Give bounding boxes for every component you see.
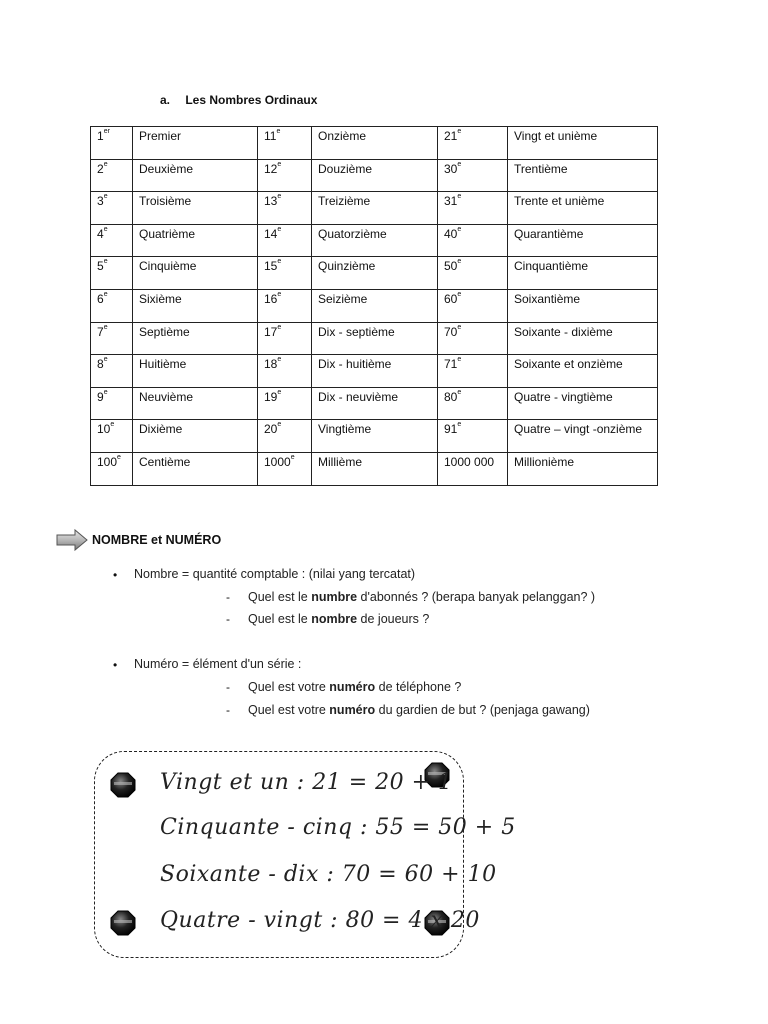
example-text: Quel est le xyxy=(248,612,312,626)
ordinal-number-cell xyxy=(438,224,508,257)
ordinal-word-cell: Centième xyxy=(133,452,258,485)
ordinal-number-cell xyxy=(258,289,312,322)
ordinal-suffix: e xyxy=(277,225,282,233)
ordinal-number-cell xyxy=(91,387,133,420)
ordinal-number: 20 xyxy=(264,422,278,437)
ordinal-number-cell xyxy=(438,289,508,322)
ordinal-suffix: er xyxy=(103,128,110,135)
ordinal-suffix: e xyxy=(277,290,282,298)
numero-example-1 xyxy=(248,680,461,694)
ordinal-suffix: e xyxy=(290,453,295,461)
dash-numero-ex1: - xyxy=(226,680,230,694)
ordinal-number-cell xyxy=(91,127,133,160)
ordinal-number-cell xyxy=(438,355,508,388)
example-line-3: Soixante - dix : 70 = 60 + 10 xyxy=(160,862,497,887)
ordinal-word-cell: Millième xyxy=(312,452,438,485)
dash-nombre-ex1: - xyxy=(226,590,230,604)
ordinal-word-cell: Onzième xyxy=(312,127,438,160)
ordinal-word-cell: Troisième xyxy=(133,192,258,225)
ordinal-word-cell: Cinquième xyxy=(133,257,258,290)
ordinal-number-cell xyxy=(91,159,133,192)
ordinal-word-cell: Soixante - dixième xyxy=(508,322,658,355)
example-text: Quel est votre xyxy=(248,703,330,717)
ordinal-suffix: e xyxy=(457,225,462,233)
ordinal-word-cell: Sixième xyxy=(133,289,258,322)
heading-title: Les Nombres Ordinaux xyxy=(185,93,318,107)
ordinal-number-cell xyxy=(258,355,312,388)
ordinal-number: 50 xyxy=(444,259,458,274)
table-row xyxy=(91,192,658,225)
ordinal-word-cell: Deuxième xyxy=(133,159,258,192)
example-keyword: numbre xyxy=(311,590,358,604)
ordinal-number: 70 xyxy=(444,324,458,339)
ordinal-number: 100 xyxy=(97,454,118,469)
ordinal-number-cell xyxy=(438,452,508,485)
ordinal-number: 16 xyxy=(264,291,278,306)
black-pushpin-icon xyxy=(110,772,136,798)
ordinal-suffix: e xyxy=(103,356,108,364)
ordinal-word-cell: Quinzième xyxy=(312,257,438,290)
ordinal-number-cell xyxy=(258,452,312,485)
ordinal-word-cell: Dix - septième xyxy=(312,322,438,355)
ordinal-number: 2 xyxy=(97,161,104,176)
section-title: NOMBRE et NUMÉRO xyxy=(92,533,222,547)
ordinal-word-cell: Millionième xyxy=(508,452,658,485)
dash-nombre-ex2: - xyxy=(226,612,230,626)
ordinal-word-cell: Quatre - vingtième xyxy=(508,387,658,420)
ordinal-suffix: e xyxy=(457,388,462,396)
ordinal-number: 1000 xyxy=(264,454,291,469)
ordinal-word-cell: Dixième xyxy=(133,420,258,453)
ordinal-number-cell xyxy=(91,224,133,257)
ordinal-number: 17 xyxy=(264,324,278,339)
ordinal-word-cell: Cinquantième xyxy=(508,257,658,290)
ordinal-number-cell xyxy=(258,387,312,420)
ordinal-number-cell xyxy=(91,322,133,355)
example-line-4: Quatre - vingt : 80 = 4 x 20 xyxy=(160,908,480,933)
ordinal-number: 4 xyxy=(97,226,104,241)
ordinal-suffix: e xyxy=(277,421,282,429)
ordinal-suffix: e xyxy=(103,323,108,331)
ordinal-word-cell: Neuvième xyxy=(133,387,258,420)
example-line-2: Cinquante - cinq : 55 = 50 + 5 xyxy=(160,815,516,840)
table-row xyxy=(91,127,658,160)
black-pushpin-icon xyxy=(110,910,136,936)
nombre-example-2 xyxy=(248,612,429,626)
ordinal-number: 80 xyxy=(444,389,458,404)
table-row xyxy=(91,355,658,388)
ordinal-number: 10 xyxy=(97,422,111,437)
nombre-numero-section-header xyxy=(56,528,221,552)
example-keyword: numéro xyxy=(329,703,376,717)
ordinal-number: 14 xyxy=(264,226,278,241)
example-text: Quel est le xyxy=(248,590,312,604)
ordinal-suffix: e xyxy=(277,160,282,168)
nombre-example-1 xyxy=(248,590,595,604)
table-row xyxy=(91,257,658,290)
ordinal-number: 15 xyxy=(264,259,278,274)
ordinal-word-cell: Dix - neuvième xyxy=(312,387,438,420)
ordinal-suffix: e xyxy=(277,193,282,201)
example-text: du gardien de but ? (penjaga gawang) xyxy=(375,703,590,717)
ordinal-word-cell: Quatorzième xyxy=(312,224,438,257)
table-row xyxy=(91,452,658,485)
ordinal-suffix: e xyxy=(103,193,108,201)
ordinal-numbers-table xyxy=(90,126,658,486)
ordinal-suffix: e xyxy=(110,421,115,429)
ordinal-word-cell: Vingt et unième xyxy=(508,127,658,160)
ordinal-number-cell xyxy=(438,420,508,453)
ordinal-suffix: e xyxy=(277,388,282,396)
ordinal-number-cell xyxy=(438,159,508,192)
ordinal-word-cell: Seizième xyxy=(312,289,438,322)
ordinal-word-cell: Dix - huitième xyxy=(312,355,438,388)
ordinal-suffix: e xyxy=(457,421,462,429)
ordinal-word-cell: Quatrième xyxy=(133,224,258,257)
ordinal-suffix: e xyxy=(277,323,282,331)
ordinal-number-cell xyxy=(91,452,133,485)
ordinal-number: 13 xyxy=(264,194,278,209)
ordinal-number-cell xyxy=(258,257,312,290)
ordinal-word-cell: Quatre – vingt -onzième xyxy=(508,420,658,453)
ordinal-number-cell xyxy=(91,257,133,290)
ordinal-word-cell: Premier xyxy=(133,127,258,160)
example-text: de joueurs ? xyxy=(357,612,430,626)
example-keyword: numéro xyxy=(329,680,376,694)
numero-example-2 xyxy=(248,703,590,717)
table-row xyxy=(91,159,658,192)
ordinal-number-cell xyxy=(258,127,312,160)
table-row xyxy=(91,420,658,453)
ordinal-number: 12 xyxy=(264,161,278,176)
ordinal-suffix: e xyxy=(103,290,108,298)
table-row xyxy=(91,289,658,322)
ordinal-suffix: e xyxy=(276,128,281,135)
nombre-definition: Nombre = quantité comptable : (nilai yang tercatat) xyxy=(134,567,416,581)
ordinal-number-cell xyxy=(438,322,508,355)
example-line-1: Vingt et un : 21 = 20 + 1 xyxy=(160,770,453,795)
example-text: de téléphone ? xyxy=(375,680,462,694)
ordinal-number-cell xyxy=(438,257,508,290)
ordinal-word-cell: Vingtième xyxy=(312,420,438,453)
ordinal-number: 18 xyxy=(264,357,278,372)
ordinal-suffix: e xyxy=(457,323,462,331)
ordinal-number: 30 xyxy=(444,161,458,176)
dash-numero-ex2: - xyxy=(226,703,230,717)
ordinal-number: 19 xyxy=(264,389,278,404)
ordinal-number: 31 xyxy=(444,194,458,209)
section-heading xyxy=(160,93,317,107)
ordinal-number: 21 xyxy=(444,129,458,143)
ordinal-number-cell xyxy=(258,224,312,257)
ordinal-number: 8 xyxy=(97,357,104,372)
ordinal-number-cell xyxy=(258,420,312,453)
ordinal-number: 40 xyxy=(444,226,458,241)
ordinal-number: 11 xyxy=(264,129,277,143)
arrow-right-icon xyxy=(56,528,88,552)
example-text: d'abonnés ? (berapa banyak pelanggan? ) xyxy=(357,590,596,604)
ordinal-number-cell xyxy=(438,387,508,420)
ordinal-number-cell xyxy=(91,289,133,322)
example-keyword: nombre xyxy=(311,612,358,626)
ordinal-suffix: e xyxy=(277,258,282,266)
ordinal-suffix: e xyxy=(457,193,462,201)
ordinal-suffix: e xyxy=(277,356,282,364)
ordinal-suffix: e xyxy=(457,356,462,364)
ordinal-number-cell xyxy=(438,192,508,225)
ordinal-word-cell: Soixante et onzième xyxy=(508,355,658,388)
ordinal-number-cell xyxy=(258,159,312,192)
ordinal-number: 5 xyxy=(97,259,104,274)
ordinal-suffix: e xyxy=(457,290,462,298)
ordinal-suffix: e xyxy=(103,388,108,396)
ordinal-number: 6 xyxy=(97,291,104,306)
ordinal-word-cell: Soixantième xyxy=(508,289,658,322)
ordinal-suffix: e xyxy=(117,453,121,461)
heading-marker: a. xyxy=(160,93,171,107)
ordinal-suffix: e xyxy=(103,160,108,168)
ordinal-number: 60 xyxy=(444,291,458,306)
ordinal-number-cell xyxy=(438,127,508,160)
table-row xyxy=(91,387,658,420)
ordinal-suffix: e xyxy=(103,225,108,233)
bullet-numero: • xyxy=(113,658,118,672)
ordinal-suffix: e xyxy=(457,160,462,168)
ordinal-word-cell: Douzième xyxy=(312,159,438,192)
ordinal-word-cell: Quarantième xyxy=(508,224,658,257)
table-row xyxy=(91,224,658,257)
ordinal-number: 71 xyxy=(444,357,458,372)
ordinal-number: 1000 000 xyxy=(444,454,495,469)
ordinal-number: 91 xyxy=(444,422,458,437)
bullet-nombre: • xyxy=(113,568,118,582)
ordinal-word-cell: Treizième xyxy=(312,192,438,225)
ordinal-suffix: e xyxy=(103,258,108,266)
ordinal-number: 3 xyxy=(97,194,104,209)
ordinal-suffix: e xyxy=(457,128,462,135)
example-text: Quel est votre xyxy=(248,680,330,694)
numero-definition: Numéro = élément d'un série : xyxy=(134,657,302,671)
ordinal-suffix: e xyxy=(457,258,462,266)
ordinal-number: 9 xyxy=(97,389,104,404)
ordinal-word-cell: Huitième xyxy=(133,355,258,388)
ordinal-number-cell xyxy=(91,192,133,225)
ordinal-number-cell xyxy=(258,322,312,355)
ordinal-word-cell: Septième xyxy=(133,322,258,355)
ordinal-number-cell xyxy=(91,355,133,388)
table-row xyxy=(91,322,658,355)
ordinal-number-cell xyxy=(258,192,312,225)
ordinal-number: 7 xyxy=(97,324,104,339)
ordinal-word-cell: Trente et unième xyxy=(508,192,658,225)
ordinal-word-cell: Trentième xyxy=(508,159,658,192)
ordinal-number-cell xyxy=(91,420,133,453)
ordinal-number: 1 xyxy=(97,129,104,143)
